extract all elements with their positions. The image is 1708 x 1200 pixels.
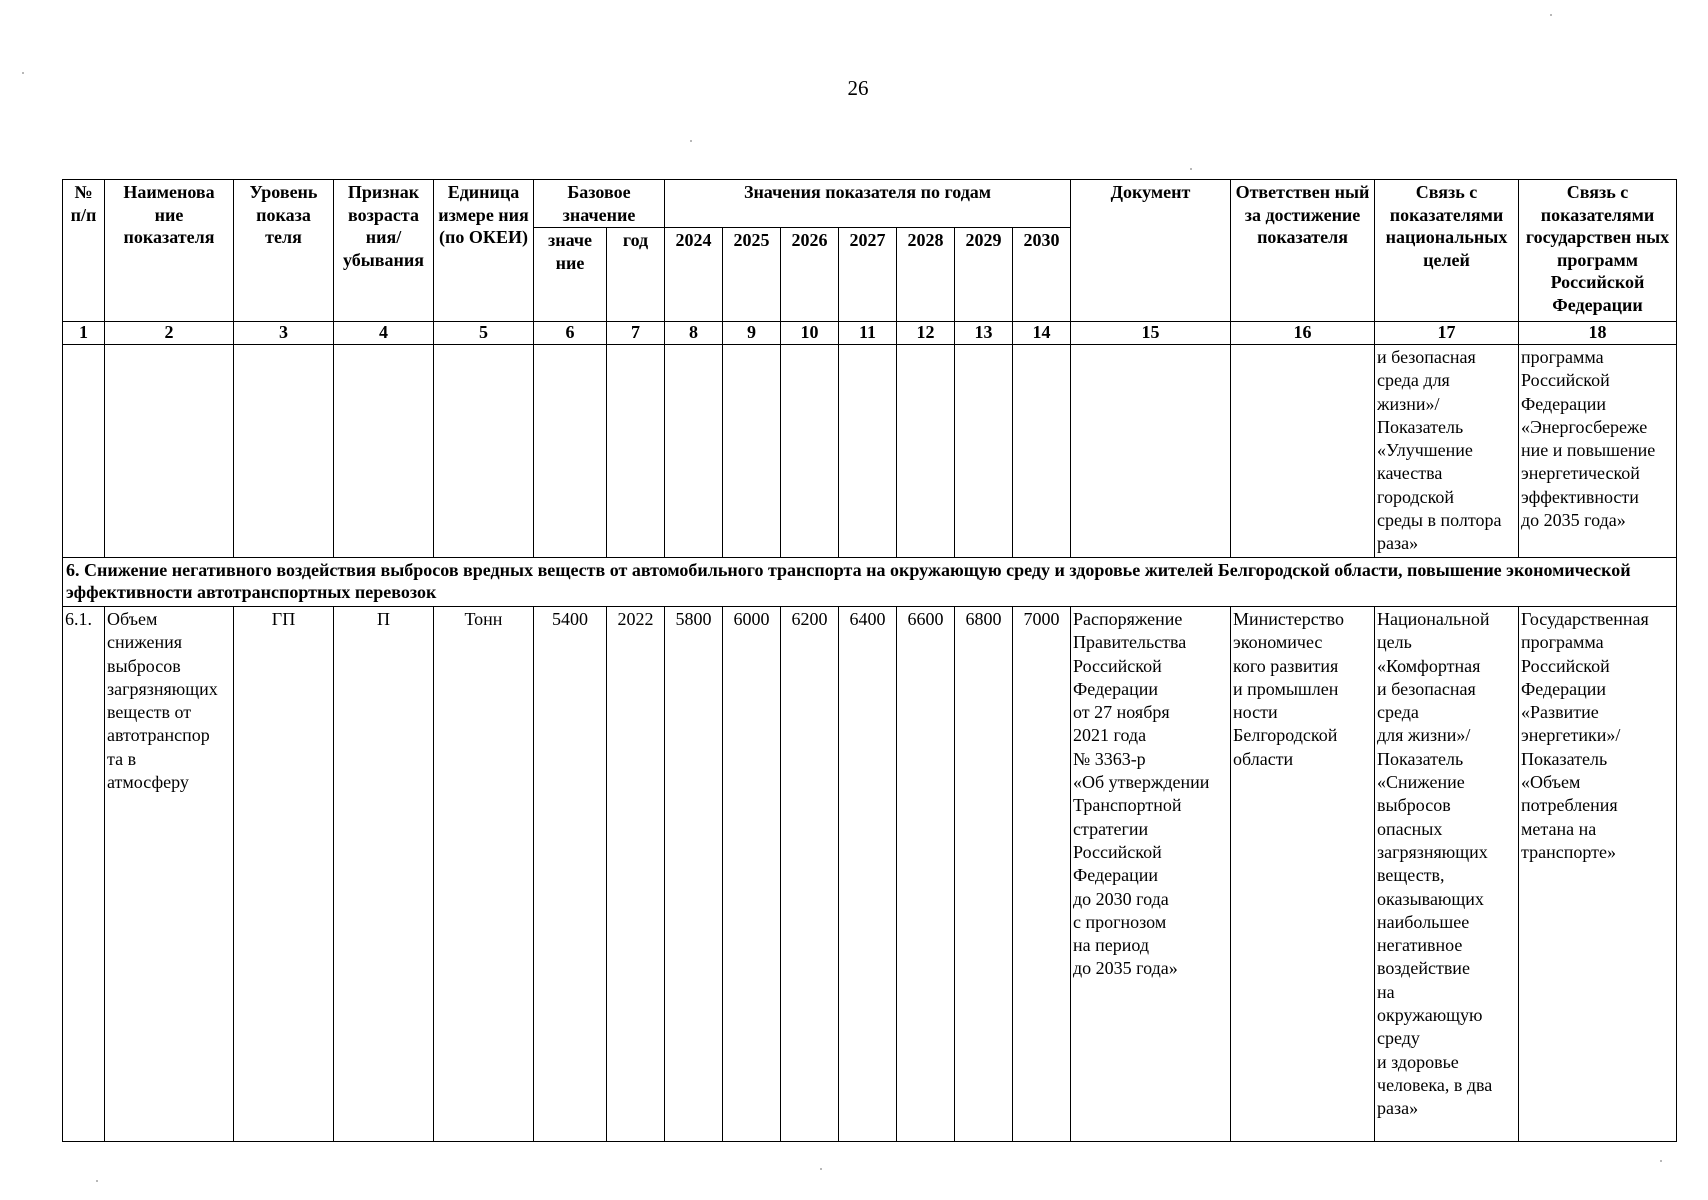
text-line: снижения	[107, 632, 182, 653]
year-value: 7000	[1013, 607, 1071, 1142]
column-number: 1	[63, 322, 105, 345]
text-line: «Энергосбереже	[1521, 416, 1648, 437]
column-number: 2	[105, 322, 234, 345]
text-line: ние и повышение	[1521, 440, 1656, 461]
text-line: Показатель	[1521, 748, 1608, 769]
header-level: Уровень показа теля	[234, 180, 334, 322]
text-line: Распоряжение	[1073, 609, 1183, 629]
text-line: среды в полтора	[1377, 510, 1502, 531]
header-base-year: год	[607, 228, 665, 322]
text-line: «Снижение	[1377, 772, 1465, 793]
text-line: стратегии	[1073, 818, 1149, 839]
text-line: до 2030 года	[1073, 888, 1169, 909]
column-number: 5	[434, 322, 534, 345]
text-line: Российской	[1521, 370, 1610, 391]
header-year: 2025	[723, 228, 781, 322]
column-number: 7	[607, 322, 665, 345]
header-year: 2026	[781, 228, 839, 322]
text-line: загрязняющих	[107, 678, 218, 699]
column-number: 18	[1519, 322, 1677, 345]
text-line: Транспортной	[1073, 795, 1182, 816]
year-value: 6800	[955, 607, 1013, 1142]
text-line: Показатель	[1377, 748, 1464, 769]
text-line: загрязняющих	[1377, 841, 1488, 862]
empty-cell	[839, 345, 897, 558]
header-year: 2029	[955, 228, 1013, 322]
year-value: 6200	[781, 607, 839, 1142]
scan-speck	[22, 72, 24, 74]
scan-speck	[96, 1180, 98, 1182]
text-line: Российской	[1521, 655, 1610, 676]
column-number-row	[63, 322, 1677, 345]
responsible-body	[1231, 607, 1375, 1142]
scan-speck	[1190, 168, 1192, 170]
column-number: 10	[781, 322, 839, 345]
text-line: «Комфортная	[1377, 655, 1481, 676]
section-title: 6. Снижение негативного воздействия выбросов вредных веществ от автомобильного транспорта на окружающую среду и здоровье жителей Белгородской области, повышение экономической эффективности автотранспортных перевозок	[63, 558, 1677, 607]
text-line: 2021 года	[1073, 725, 1147, 746]
scan-speck	[820, 1168, 822, 1170]
text-line: жизни»/	[1377, 393, 1440, 414]
text-line: Российской	[1073, 841, 1162, 862]
empty-cell	[434, 345, 534, 558]
text-line: человека, в два	[1377, 1074, 1493, 1095]
text-line: раза»	[1377, 533, 1419, 554]
header-year: 2027	[839, 228, 897, 322]
text-line: Федерации	[1521, 678, 1607, 699]
header-national-goals: Связь с показателями национальных целей	[1375, 180, 1519, 322]
text-line: ности	[1233, 702, 1278, 723]
text-line: среда для	[1377, 370, 1450, 391]
column-number: 11	[839, 322, 897, 345]
document-reference	[1071, 607, 1231, 1142]
state-program-link	[1519, 607, 1677, 1142]
text-line: № 3363-р	[1073, 748, 1146, 769]
text-line: энергетической	[1521, 463, 1640, 484]
header-year: 2030	[1013, 228, 1071, 322]
header-indicator-name: Наименова ние показателя	[105, 180, 234, 322]
text-line: от 27 ноября	[1073, 702, 1170, 723]
header-trend: Признак возраста ния/ убывания	[334, 180, 434, 322]
column-number: 9	[723, 322, 781, 345]
text-line: кого развития	[1233, 655, 1339, 676]
empty-cell	[234, 345, 334, 558]
header-year: 2024	[665, 228, 723, 322]
indicator-name	[105, 607, 234, 1142]
year-value: 5800	[665, 607, 723, 1142]
column-number: 17	[1375, 322, 1519, 345]
indicator-trend: П	[334, 607, 434, 1142]
text-line: эффективности	[1521, 486, 1639, 507]
text-line: и безопасная	[1377, 678, 1476, 699]
text-line: выбросов	[1377, 795, 1451, 816]
section-row	[63, 558, 1677, 607]
text-line: воздействие	[1377, 958, 1470, 979]
empty-cell	[955, 345, 1013, 558]
text-line: среду	[1377, 1028, 1420, 1049]
text-line: та в	[107, 748, 137, 769]
empty-cell	[781, 345, 839, 558]
text-line: «Объем	[1521, 772, 1581, 793]
indicator-level: ГП	[234, 607, 334, 1142]
indicator-row	[63, 607, 1677, 1142]
header-num: № п/п	[63, 180, 105, 322]
text-line: на	[1377, 981, 1395, 1002]
empty-cell	[897, 345, 955, 558]
text-line: наибольшее	[1377, 911, 1470, 932]
column-number: 4	[334, 322, 434, 345]
text-line: веществ,	[1377, 865, 1445, 886]
column-number: 8	[665, 322, 723, 345]
page-number: 26	[847, 76, 869, 100]
text-line: городской	[1377, 486, 1455, 507]
text-line: и промышлен	[1233, 678, 1339, 699]
header-responsible: Ответствен ный за достижение показателя	[1231, 180, 1375, 322]
text-line: и здоровье	[1377, 1051, 1459, 1072]
text-line: автотранспор	[107, 725, 210, 746]
column-number: 14	[1013, 322, 1071, 345]
year-value: 6400	[839, 607, 897, 1142]
header-document: Документ	[1071, 180, 1231, 322]
text-line: веществ от	[107, 702, 192, 723]
text-line: области	[1233, 748, 1294, 769]
base-year: 2022	[607, 607, 665, 1142]
text-line: Федерации	[1073, 865, 1159, 886]
text-line: Правительства	[1073, 632, 1187, 653]
text-line: окружающую	[1377, 1005, 1483, 1026]
empty-cell	[665, 345, 723, 558]
empty-cell	[607, 345, 665, 558]
text-line: Федерации	[1073, 678, 1159, 699]
national-goal-link	[1375, 607, 1519, 1142]
text-line: Показатель	[1377, 416, 1464, 437]
text-line: потребления	[1521, 795, 1618, 816]
continuation-national-goal	[1375, 345, 1519, 558]
empty-cell	[534, 345, 607, 558]
scan-speck	[1660, 1160, 1662, 1162]
text-line: опасных	[1377, 818, 1443, 839]
text-line: энергетики»/	[1521, 725, 1621, 746]
text-line: программа	[1521, 347, 1604, 367]
base-value: 5400	[534, 607, 607, 1142]
scan-speck	[690, 140, 692, 142]
text-line: «Об утверждении	[1073, 772, 1210, 793]
text-line: метана на	[1521, 818, 1597, 839]
column-number: 13	[955, 322, 1013, 345]
text-line: оказывающих	[1377, 888, 1484, 909]
continuation-row	[63, 345, 1677, 558]
empty-cell	[334, 345, 434, 558]
column-number: 3	[234, 322, 334, 345]
year-value: 6000	[723, 607, 781, 1142]
column-number: 15	[1071, 322, 1231, 345]
text-line: до 2035 года»	[1521, 510, 1626, 531]
empty-cell	[1231, 345, 1375, 558]
column-number: 6	[534, 322, 607, 345]
empty-cell	[63, 345, 105, 558]
header-base-group: Базовое значение	[534, 180, 665, 228]
text-line: для жизни»/	[1377, 725, 1471, 746]
text-line: экономичес	[1233, 632, 1323, 653]
text-line: Министерство	[1233, 609, 1344, 629]
text-line: «Улучшение	[1377, 440, 1473, 461]
row-number: 6.1.	[63, 607, 105, 1142]
header-state-programs: Связь с показателями государствен ных программ Российской Федерации	[1519, 180, 1677, 322]
text-line: транспорте»	[1521, 841, 1616, 862]
text-line: выбросов	[107, 655, 181, 676]
text-line: негативное	[1377, 935, 1463, 956]
text-line: Национальной	[1377, 609, 1490, 629]
text-line: «Развитие	[1521, 702, 1599, 723]
header-year: 2028	[897, 228, 955, 322]
text-line: и безопасная	[1377, 347, 1476, 367]
header-row	[63, 180, 1677, 228]
continuation-state-program	[1519, 345, 1677, 558]
scan-speck	[1550, 14, 1552, 16]
text-line: качества	[1377, 463, 1443, 484]
text-line: программа	[1521, 632, 1604, 653]
header-base-value: значе ние	[534, 228, 607, 322]
text-line: Государственная	[1521, 609, 1649, 629]
indicator-unit: Тонн	[434, 607, 534, 1142]
empty-cell	[105, 345, 234, 558]
text-line: раза»	[1377, 1098, 1419, 1119]
column-number: 12	[897, 322, 955, 345]
text-line: на период	[1073, 935, 1150, 956]
text-line: Объем	[107, 609, 158, 629]
year-value: 6600	[897, 607, 955, 1142]
empty-cell	[1071, 345, 1231, 558]
text-line: с прогнозом	[1073, 911, 1167, 932]
text-line: цель	[1377, 632, 1412, 653]
indicators-table	[62, 179, 1677, 1142]
text-line: атмосферу	[107, 772, 189, 793]
text-line: среда	[1377, 702, 1419, 723]
header-unit: Единица измере ния (по ОКЕИ)	[434, 180, 534, 322]
text-line: Федерации	[1521, 393, 1607, 414]
text-line: до 2035 года»	[1073, 958, 1178, 979]
empty-cell	[1013, 345, 1071, 558]
text-line: Белгородской	[1233, 725, 1338, 746]
header-years-group: Значения показателя по годам	[665, 180, 1071, 228]
text-line: Российской	[1073, 655, 1162, 676]
column-number: 16	[1231, 322, 1375, 345]
empty-cell	[723, 345, 781, 558]
